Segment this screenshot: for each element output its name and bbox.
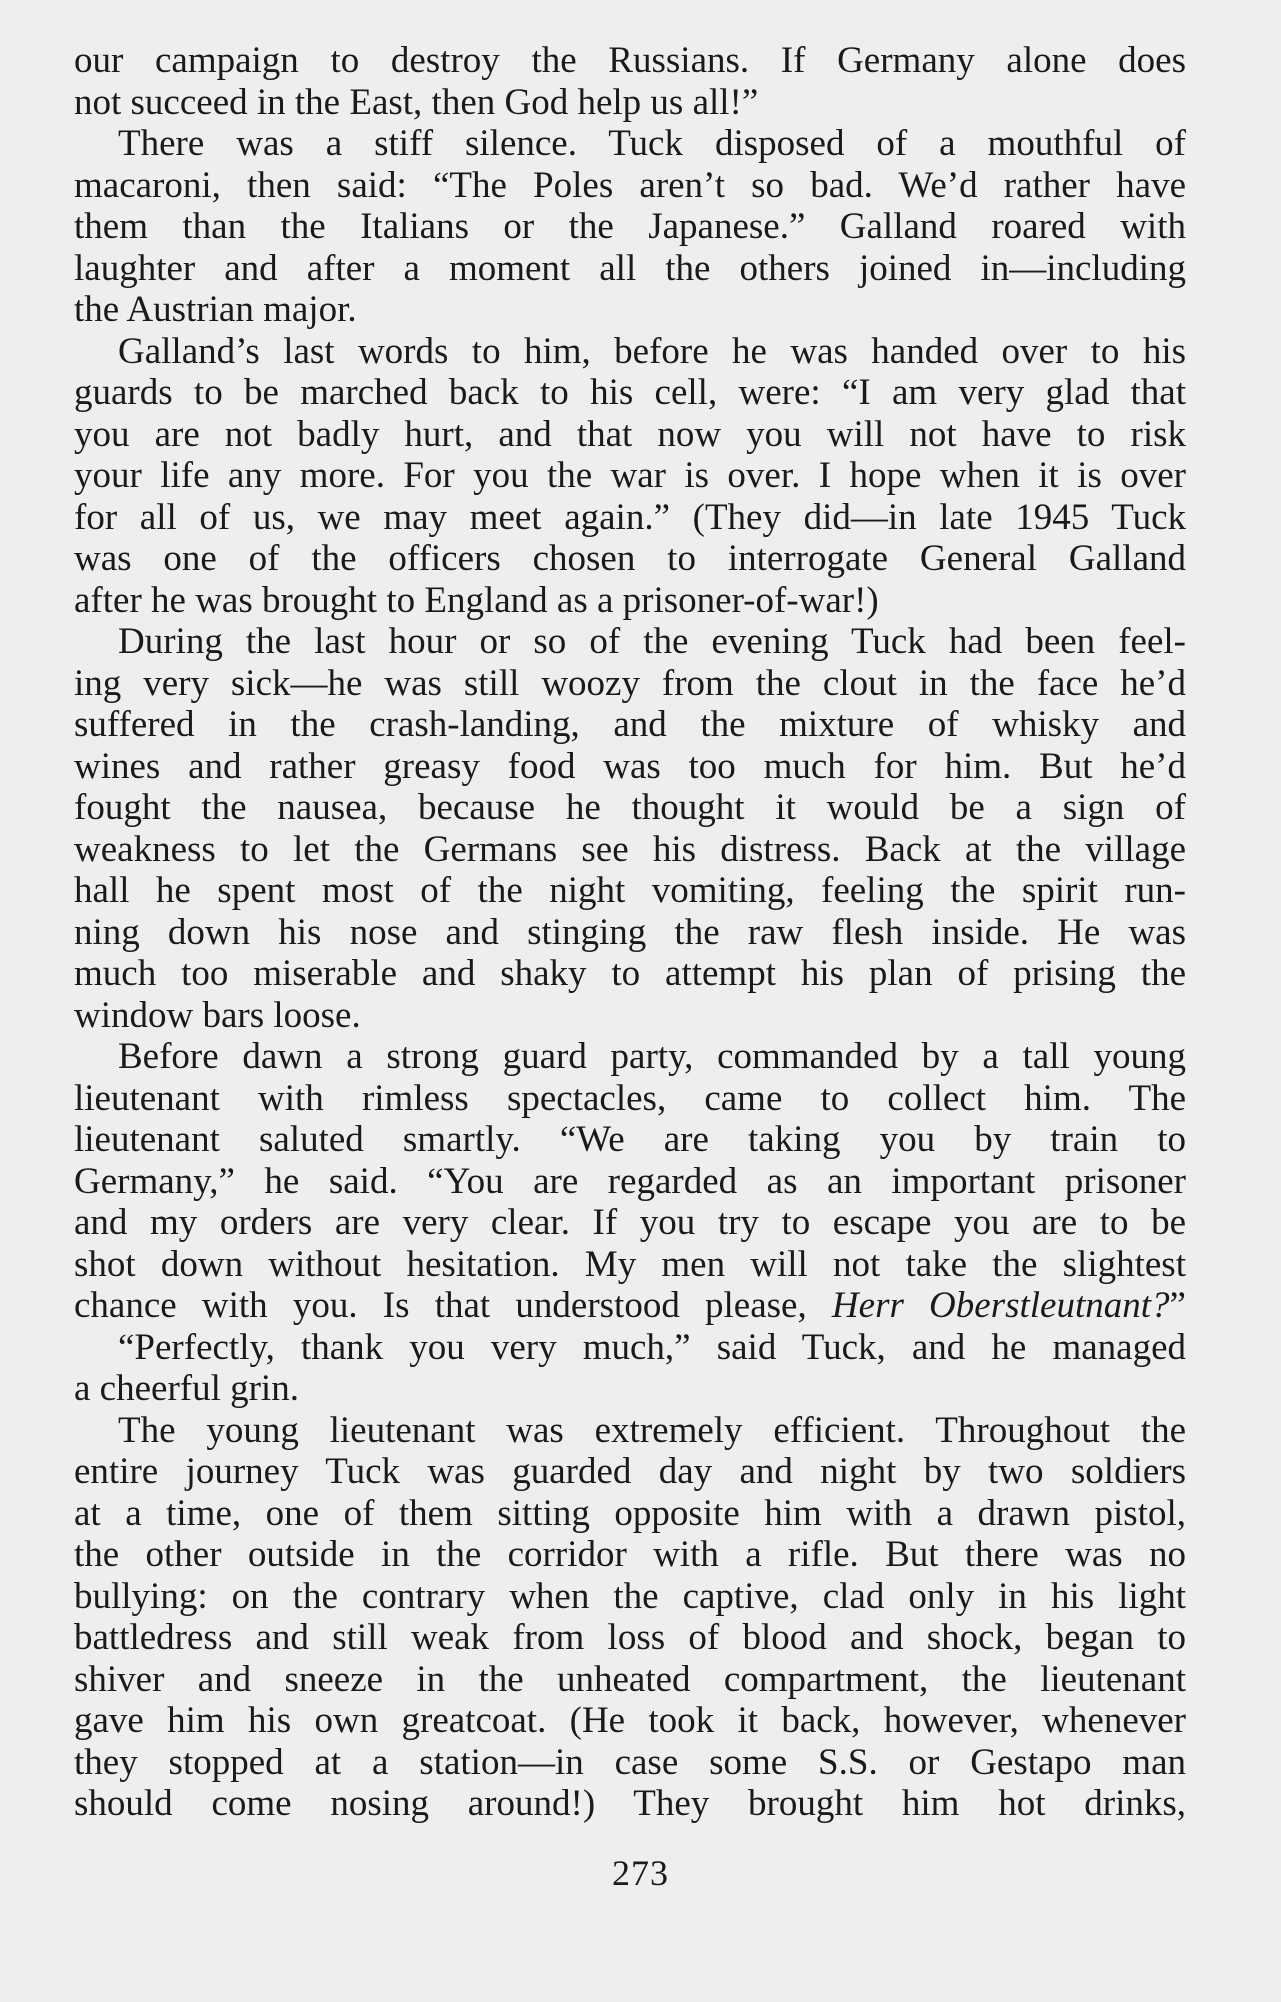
closing-quote: ” — [1169, 1285, 1186, 1326]
text-line-content: lieutenant with rimless spectacles, came to collect him. The — [74, 1077, 1186, 1119]
italic-term: Herr Oberstleutnant? — [831, 1285, 1170, 1326]
text-line-content: entire journey Tuck was guarded day and night by two soldiers — [74, 1451, 1186, 1492]
text-line — [74, 206, 1186, 248]
text-line — [74, 1036, 1186, 1078]
text-line — [74, 621, 1186, 663]
text-line-content: was one of the officers chosen to interrogate General Galland — [74, 538, 1186, 579]
text-line — [74, 829, 1186, 871]
text-line-content: Galland’s last words to him, before he was handed over to his — [118, 330, 1186, 372]
text-line — [74, 870, 1186, 912]
text-line — [74, 1617, 1186, 1659]
text-line — [74, 746, 1186, 788]
text-line — [74, 497, 1186, 539]
text-line — [74, 1078, 1186, 1120]
text-line — [74, 1534, 1186, 1576]
text-line-content: laughter and after a moment all the others joined in—including — [74, 247, 1186, 289]
text-line-content: for all of us, we may meet again.” (They did—in late 1945 Tuck — [74, 496, 1186, 538]
text-line-content: macaroni, then said: “The Poles aren’t so bad. We’d rather have — [74, 164, 1186, 206]
text-line — [74, 1119, 1186, 1161]
text-line-content: and my orders are very clear. If you try to escape you are to be — [74, 1202, 1186, 1243]
text-line — [74, 1659, 1186, 1701]
text-line — [74, 248, 1186, 290]
text-line-content: at a time, one of them sitting opposite him with a drawn pistol, — [74, 1492, 1186, 1534]
text-line — [74, 1783, 1186, 1825]
text-line-content: ning down his nose and stinging the raw flesh inside. He was — [74, 911, 1186, 953]
text-line-content: “Perfectly, thank you very much,” said Tuck, and he managed — [118, 1326, 1186, 1368]
text-line — [74, 953, 1186, 995]
text-line — [74, 414, 1186, 456]
text-line-content: our campaign to destroy the Russians. If Germany alone does — [74, 40, 1186, 81]
text-line — [74, 912, 1186, 954]
text-line-content: bullying: on the contrary when the captive, clad only in his light — [74, 1575, 1186, 1617]
text-line-content: shot down without hesitation. My men will not take the slightest — [74, 1243, 1186, 1285]
text-line-content: gave him his own greatcoat. (He took it back, however, whenever — [74, 1700, 1186, 1741]
text-line-content: the other outside in the corridor with a rifle. But there was no — [74, 1534, 1186, 1575]
text-line-content: them than the Italians or the Japanese.” Galland roared with — [74, 206, 1186, 247]
text-line — [74, 580, 1186, 622]
text-line-content: suffered in the crash-landing, and the mixture of whisky and — [74, 704, 1186, 745]
text-line — [74, 331, 1186, 373]
text-line-content: hall he spent most of the night vomiting, feeling the spirit run- — [74, 870, 1186, 911]
text-line-content: should come nosing around!) They brought him hot drinks, — [74, 1783, 1186, 1824]
text-line — [74, 455, 1186, 497]
text-line-content: chance with you. Is that understood please, — [74, 1285, 832, 1326]
text-line-content: your life any more. For you the war is over. I hope when it is over — [74, 455, 1186, 496]
text-line-content: wines and rather greasy food was too much for him. But he’d — [74, 745, 1186, 787]
text-line-content: battledress and still weak from loss of blood and shock, began to — [74, 1617, 1186, 1658]
text-line-content: lieutenant saluted smartly. “We are taking you by train to — [74, 1119, 1186, 1160]
text-line-content: ing very sick—he was still woozy from the clout in the face he’d — [74, 662, 1186, 704]
text-line — [74, 123, 1186, 165]
text-line-content: shiver and sneeze in the unheated compartment, the lieutenant — [74, 1658, 1186, 1700]
text-line — [74, 1576, 1186, 1618]
text-line-content: the Austrian major. — [74, 289, 357, 330]
text-line-content: During the last hour or so of the evening Tuck had been feel- — [118, 621, 1186, 662]
text-line — [74, 995, 1186, 1037]
text-line — [74, 704, 1186, 746]
text-line-content: they stopped at a station—in case some S.S. or Gestapo man — [74, 1741, 1186, 1783]
text-line — [74, 1700, 1186, 1742]
text-line-content: after he was brought to England as a prisoner-of-war!) — [74, 579, 879, 621]
text-line-content: not succeed in the East, then God help us all!” — [74, 81, 759, 123]
text-line — [74, 1327, 1186, 1369]
text-line-content: The young lieutenant was extremely efficient. Throughout the — [118, 1409, 1186, 1451]
text-line-content: There was a stiff silence. Tuck disposed of a mouthful of — [118, 123, 1186, 164]
text-line — [74, 82, 1186, 124]
text-line — [74, 663, 1186, 705]
text-line — [74, 538, 1186, 580]
text-line — [74, 1285, 1186, 1327]
text-line — [74, 787, 1186, 829]
text-line-content: fought the nausea, because he thought it would be a sign of — [74, 787, 1186, 828]
text-line-content: a cheerful grin. — [74, 1368, 299, 1409]
text-line — [74, 1161, 1186, 1203]
text-line — [74, 1410, 1186, 1452]
text-line — [74, 1244, 1186, 1286]
text-line — [74, 1493, 1186, 1535]
text-line — [74, 289, 1186, 331]
text-line-content: window bars loose. — [74, 994, 361, 1036]
text-line-content: Before dawn a strong guard party, commanded by a tall young — [118, 1036, 1186, 1077]
text-line — [74, 1202, 1186, 1244]
body-text — [74, 40, 1186, 1825]
page-number: 273 — [612, 1853, 669, 1893]
text-line — [74, 1451, 1186, 1493]
text-line — [74, 1368, 1186, 1410]
text-line-content: guards to be marched back to his cell, were: “I am very glad that — [74, 372, 1186, 413]
text-line — [74, 372, 1186, 414]
text-line — [74, 1742, 1186, 1784]
text-line-content: you are not badly hurt, and that now you will not have to risk — [74, 413, 1186, 455]
text-line — [74, 40, 1186, 82]
text-line — [74, 165, 1186, 207]
text-line-content: weakness to let the Germans see his distress. Back at the village — [74, 828, 1186, 870]
text-line-content: much too miserable and shaky to attempt his plan of prising the — [74, 953, 1186, 994]
text-line-content: Germany,” he said. “You are regarded as an important prisoner — [74, 1160, 1186, 1202]
